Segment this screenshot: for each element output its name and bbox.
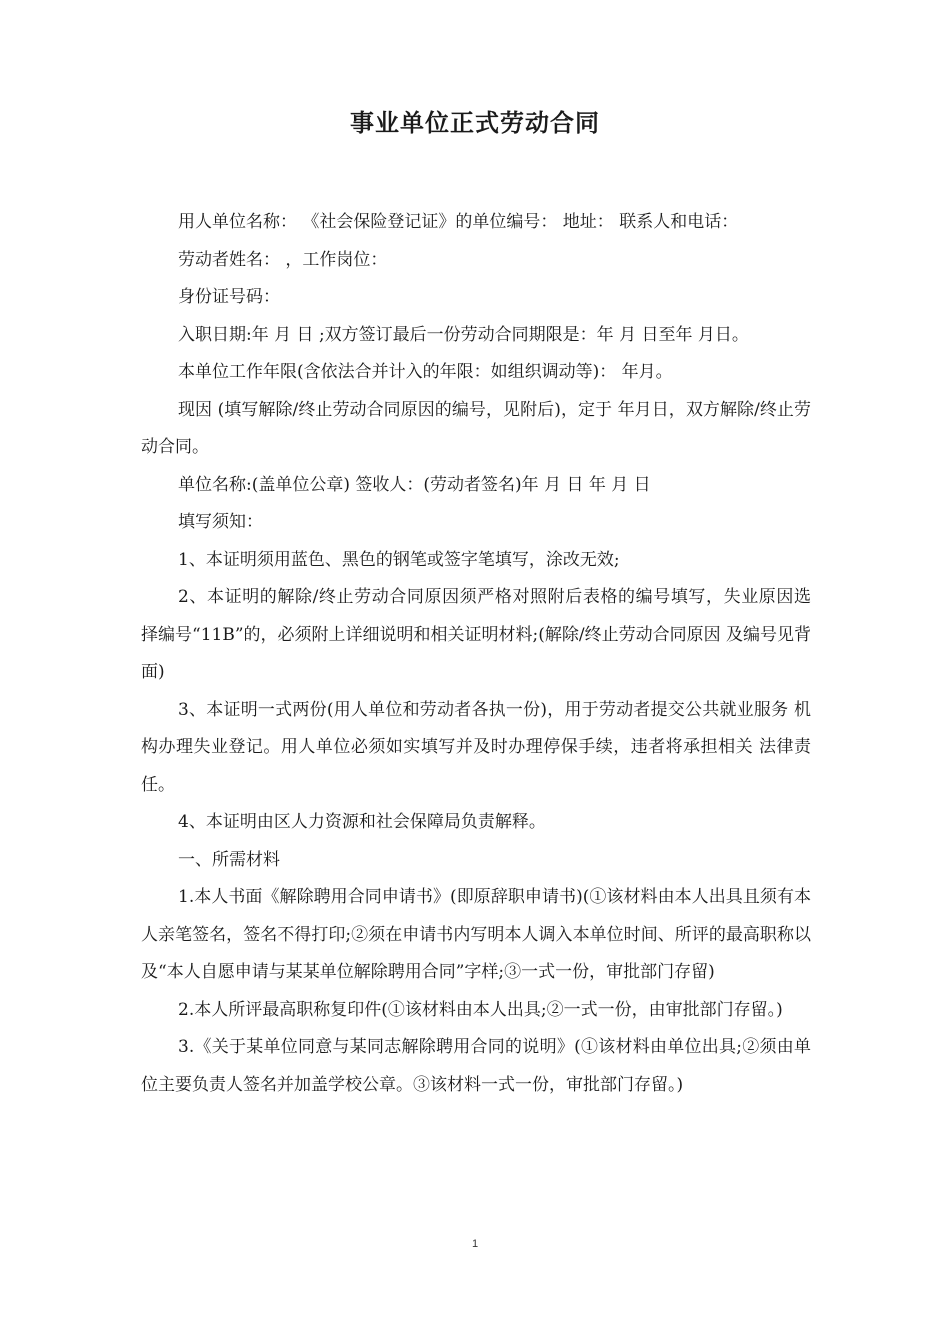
page-number: 1 — [471, 1238, 479, 1250]
paragraph-employer-info: 用人单位名称： 《社会保险登记证》的单位编号： 地址： 联系人和电话： — [178, 212, 739, 232]
paragraph-instructions-heading: 填写须知： — [178, 512, 263, 532]
paragraph-entry-date: 入职日期:年 月 日 ;双方签订最后一份劳动合同期限是：年 月 日至年 月日。 — [178, 324, 749, 345]
paragraph-material-3: 3.《关于某单位同意与某同志解除聘用合同的说明》(①该材料由单位出具;②须由单位主要负责人签名并加盖学校公章。③该材料一式一份，审批部门存留。) — [141, 1037, 811, 1095]
paragraph-material-1: 1.本人书面《解除聘用合同申请书》(即原辞职申请书)(①该材料由本人出具且须有本人亲笔签名，签名不得打印;②须在申请书内写明本人调入本单位时间、所评的最高职称以及“本人自愿申请与某某单位解除聘用合同”字样;③一式一份，审批部门存留) — [141, 887, 811, 982]
paragraph-material-2: 2.本人所评最高职称复印件(①该材料由本人出具;②一式一份，由审批部门存留。) — [178, 999, 783, 1020]
paragraph-worker-name: 劳动者姓名： ，工作岗位： — [178, 249, 388, 270]
paragraph-id-number: 身份证号码： — [178, 287, 280, 307]
paragraph-instruction-3: 3、本证明一式两份(用人单位和劳动者各执一份)，用于劳动者提交公共就业服务 机构办理失业登记。用人单位必须如实填写并及时办理停保手续，违者将承担相关 法律责任。 — [141, 699, 811, 795]
paragraph-instruction-1: 1、本证明须用蓝色、黑色的钢笔或签字笔填写，涂改无效; — [178, 549, 620, 570]
paragraph-signatures: 单位名称:(盖单位公章) 签收人：(劳动者签名)年 月 日 年 月 日 — [178, 474, 651, 495]
document-title: 事业单位正式劳动合同 — [350, 109, 600, 137]
document-body — [141, 204, 811, 1104]
paragraph-termination-reason: 现因 (填写解除/终止劳动合同原因的编号，见附后)，定于 年月日，双方解除/终止劳动合同。 — [141, 399, 811, 457]
paragraph-work-years: 本单位工作年限(含依法合并计入的年限：如组织调动等)： 年月。 — [178, 362, 673, 382]
paragraph-instruction-4: 4、本证明由区人力资源和社会保障局负责解释。 — [178, 812, 546, 832]
paragraph-materials-heading: 一、所需材料 — [178, 849, 280, 870]
paragraph-instruction-2: 2、本证明的解除/终止劳动合同原因须严格对照附后表格的编号填写，失业原因选 择编号“11B”的，必须附上详细说明和相关证明材料;(解除/终止劳动合同原因 及编号见背面) — [141, 587, 811, 682]
